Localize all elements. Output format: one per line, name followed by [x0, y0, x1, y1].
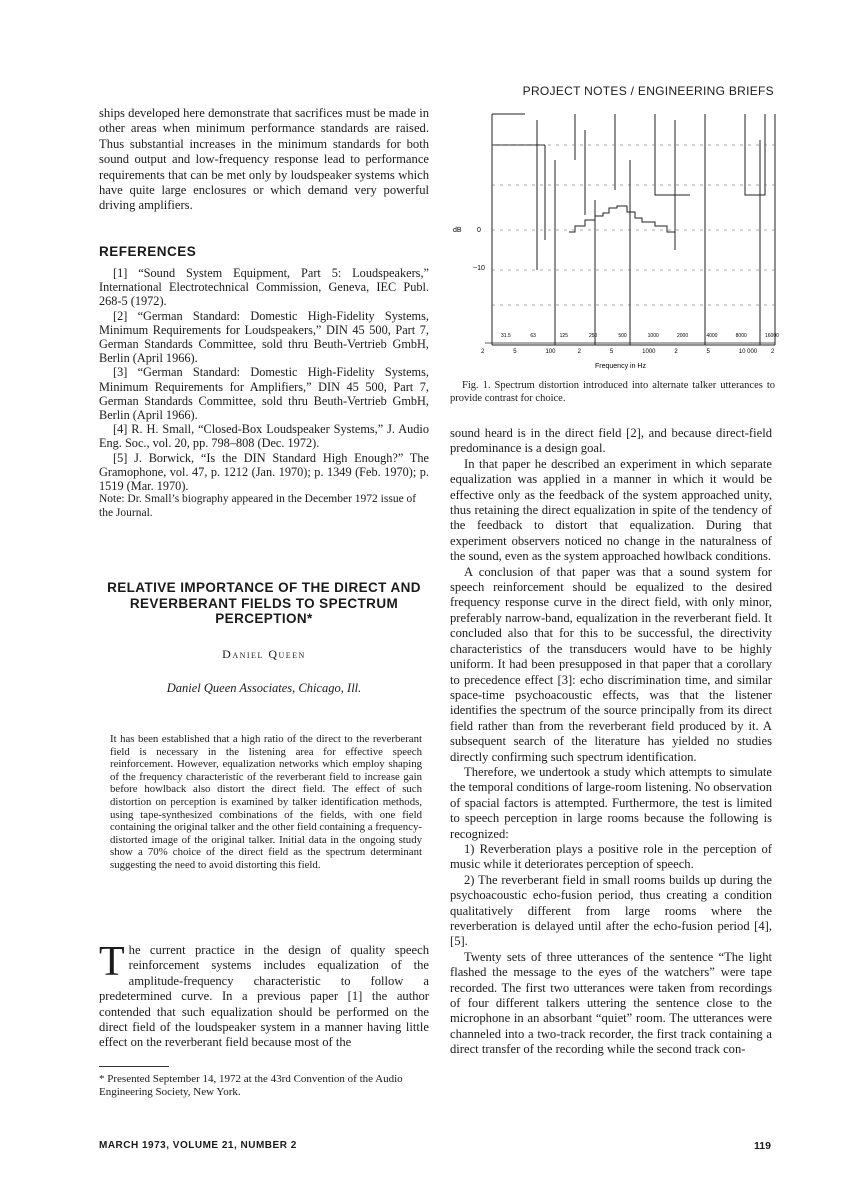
reference-item: [5] J. Borwick, “Is the DIN Standard High Enough?” The Gramophone, vol. 47, p. 1212 (Jan. 1970); p. 1349 (Feb. 1970); p. 1519 (Mar. 1970). [99, 450, 429, 494]
footnote-divider [99, 1066, 169, 1067]
x-tick-label-bottom: 2 [481, 349, 485, 355]
y-tick-minus-10: −10 [473, 265, 485, 272]
figure-caption [450, 380, 775, 405]
x-axis-label: Frequency in Hz [595, 363, 646, 370]
x-tick-label-top: 1000 [647, 333, 659, 339]
body-paragraph: sound heard is in the direct field [2], and because direct-field predominance is a design goal. [450, 426, 772, 456]
left-intro-paragraph [99, 106, 429, 214]
x-tick-label-top: 63 [530, 333, 536, 339]
running-head: PROJECT NOTES / ENGINEERING BRIEFS [522, 84, 774, 98]
x-tick-label-bottom: 10 000 [738, 349, 758, 355]
y-tick-0: 0 [477, 227, 481, 234]
x-tick-label-bottom: 2 [771, 349, 775, 355]
drop-cap: T [99, 939, 125, 985]
x-tick-label-bottom: 100 [545, 349, 556, 355]
y-axis-unit: dB [453, 227, 462, 234]
reference-item: [1] “Sound System Equipment, Part 5: Loudspeakers,” International Electrotechnical Commission, Geneva, IEC Publ. 268-5 (1972). [99, 266, 429, 309]
x-tick-label-bottom: 5 [513, 349, 517, 355]
page-number: 119 [754, 1140, 771, 1152]
x-tick-label-top: 16000 [765, 333, 779, 339]
x-tick-label-top: 500 [618, 333, 627, 339]
references-heading: REFERENCES [99, 244, 197, 259]
body-paragraph: 2) The reverberant field in small rooms builds up during the psychoacoustic echo-fusion period, thus creating a condition qualitatively different from large rooms where the reverberation is delayed until after the echo-fusion period [4], [5]. [450, 872, 772, 949]
x-tick-label-top: 4000 [706, 333, 718, 339]
reference-item: [2] “German Standard: Domestic High-Fidelity Systems, Minimum Requirements for Loudspeakers,” DIN 45 500, Part 7, German Standards Committee, sold thru Beuth-Vertrieb GmbH, Berlin (April 1966). [99, 308, 429, 366]
body-paragraph: In that paper he described an experiment in which separate equalization was applied in a manner in which it would be effective only as the feedback of the system approached unity, thus retaining the direct equalization in spite of the tendency of the feedback to distort that equalization. During that experiment observers noticed no change in the naturalness of the sound, even as the system approached howlback conditions. [450, 456, 772, 564]
x-tick-label-bottom: 2 [674, 349, 678, 355]
x-tick-label-bottom: 2 [577, 349, 582, 355]
footnote: * Presented September 14, 1972 at the 43rd Convention of the Audio Engineering Society, New York. [99, 1073, 403, 1098]
figure-1-chart [445, 100, 785, 375]
abstract: It has been established that a high ratio of the direct to the reverberant field is necessary in the listening area for effective speech reinforcement. However, equalization networks which employ shaping of the frequency characteristic of the reverberant field to increase gain before howlback also distort the direct field. The effect of such distortion on perception is examined by talker identification methods, using tape-synthesized combinations of the fields, with one field containing the original talker and the other field containing a frequency-distorted image of the original talker. Initial data in the ongoing study show a 70% choice of the direct field as the spectrum determinant suggesting the need to avoid distorting this field. [110, 733, 422, 871]
x-tick-label-top: 31.5 [501, 333, 511, 339]
biography-note: Note: Dr. Small’s biography appeared in the December 1972 issue of the Journal. [99, 493, 417, 519]
body-paragraph: Therefore, we undertook a study which attempts to simulate the temporal conditions of large-room listening. No observation of spacial factors is attempted. Furthermore, the test is limited to speech perception in large rooms because the following is recognized: [450, 764, 772, 841]
article-title: RELATIVE IMPORTANCE OF THE DIRECT AND REVERBERANT FIELDS TO SPECTRUM PERCEPTION* [107, 580, 421, 626]
author-affiliation: Daniel Queen Associates, Chicago, Ill. [166, 681, 362, 695]
x-tick-label-top: 125 [559, 333, 569, 339]
article-author: Daniel Queen [222, 647, 306, 661]
body-paragraph: Twenty sets of three utterances of the sentence “The light flashed the message to the eyes of the watchers” were tape recorded. The first two utterances were taken from recordings of four different talkers uttering the sentence close to the microphone in an absorbant “quiet” room. The utterances were channeled into a two-track recorder, the first track containing a direct transfer of the recording while the second track con- [450, 949, 772, 1057]
body-first-paragraph: he current practice in the design of quality speech reinforcement systems includes equalization of the amplitude-frequency characteristic to follow a predetermined curve. In a previous paper [1] the author contended that such equalization should be performed on the direct field of the loudspeaker system in a manner having little effect on the reverberant field because most of the [99, 943, 429, 1050]
x-tick-label-bottom: 5 [706, 349, 710, 355]
caption-text: Fig. 1. Spectrum distortion introduced into alternate talker utterances to provide contrast for choice. [450, 380, 775, 404]
x-tick-label-top: 2000 [677, 333, 689, 339]
right-column-body [450, 426, 772, 1058]
x-tick-label-bottom: 1000 [642, 349, 656, 355]
x-tick-label-top: 250 [589, 333, 598, 339]
x-tick-label-top: 8000 [735, 333, 747, 339]
references-list [99, 266, 429, 493]
reference-item: [4] R. H. Small, “Closed-Box Loudspeaker Systems,” J. Audio Eng. Soc., vol. 20, pp. 798–808 (Dec. 1972). [99, 422, 429, 451]
issue-footer: MARCH 1973, VOLUME 21, NUMBER 2 [99, 1140, 297, 1151]
x-tick-label-bottom: 5 [609, 349, 614, 355]
body-opening [99, 939, 429, 1051]
intro-text: ships developed here demonstrate that sacrifices must be made in other areas when minimum performance standards are raised. Thus substantial increases in the minimum standards for both sound output and low-frequency response lead to performance requirements that can be met only by loudspeaker systems which have quite large enclosures or which demand very powerful driving amplifiers. [99, 106, 429, 213]
reference-item: [3] “German Standard: Domestic High-Fidelity Systems, Minimum Requirements for Amplifiers,” DIN 45 500, Part 7, German Standards Committee, sold thru Beuth-Vertrieb GmbH, Berlin (April 1966). [99, 365, 429, 423]
body-paragraph: A conclusion of that paper was that a sound system for speech reinforcement should be equalized to the desired frequency response curve in the direct field, with only minor, preferably narrow-band, equalization in the reverberant field. It concluded also that for this to be successful, the directivity characteristics of the transducers would have to be highly uniform. It had been presupposed in that paper that a corollary to precedence effect [3]: echo discrimination time, and similar space-time psychoacoustic effects, was that the listener identifies the spectrum of the source principally from its direct field rather than from the reverberant field produced by it. A subsequent search of the literature has yielded no studies directly confirming such spectrum identification. [450, 564, 772, 764]
body-paragraph: 1) Reverberation plays a positive role in the perception of music while it deteriorates perception of speech. [450, 841, 772, 872]
